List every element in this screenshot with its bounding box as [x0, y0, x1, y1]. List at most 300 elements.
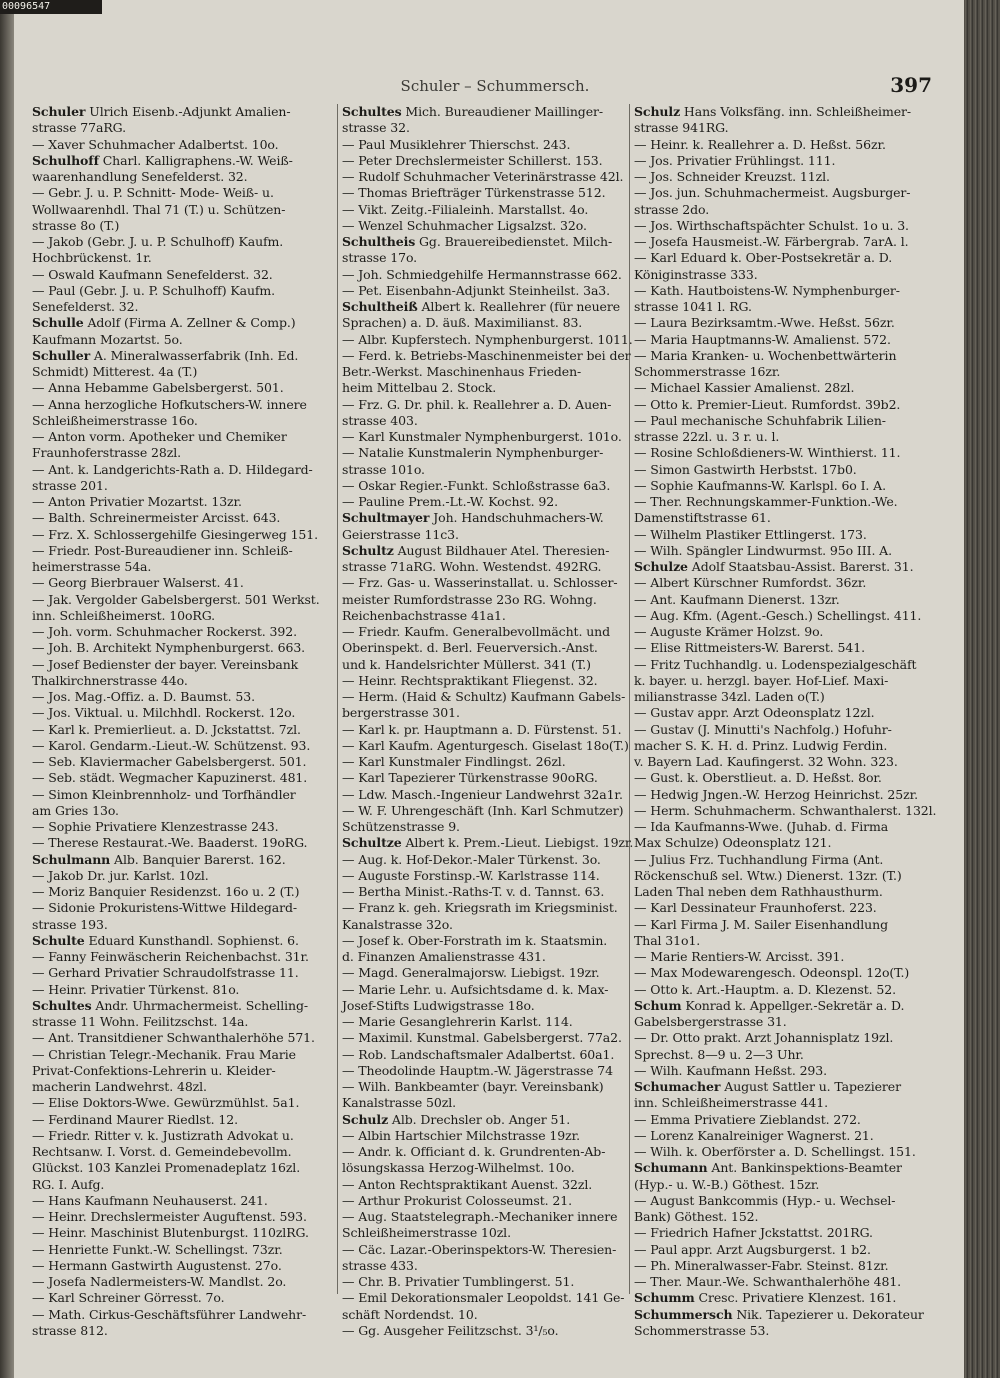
entry-text: — Ant. Transitdiener Schwanthalerhöhe 571.: [32, 1030, 315, 1046]
directory-entry-line: [32, 1030, 334, 1046]
entry-text: — Jakob (Gebr. J. u. P. Schulhoff) Kaufm.: [32, 234, 284, 249]
directory-entry-line: [342, 299, 626, 315]
directory-entry-line: [32, 803, 334, 819]
entry-text: Josef-Stifts Ludwigstrasse 18o.: [342, 997, 535, 1013]
directory-entry-line: [32, 462, 334, 478]
entry-text: — Heinr. Rechtspraktikant Fliegenst. 32.: [342, 672, 598, 688]
entry-text: — Ferdinand Maurer Riedlst. 12.: [32, 1111, 238, 1127]
directory-entry-line: [32, 917, 334, 933]
directory-entry-line: [32, 1193, 334, 1209]
entry-text: — Karl Kunstmaler Nymphenburgerst. 101o.: [342, 429, 622, 444]
entry-text: Andr. Uhrmachermeist. Schelling-: [91, 997, 309, 1013]
directory-entry-line: [634, 1095, 928, 1111]
entry-text: lösungskassa Herzog-Wilhelmst. 10o.: [342, 1160, 575, 1176]
directory-entry-line: [634, 608, 928, 624]
directory-entry-line: [32, 965, 334, 981]
directory-entry-line: [32, 1014, 334, 1030]
directory-entry-line: [634, 754, 928, 770]
directory-entry-line: [32, 1144, 334, 1160]
entry-text: — Ther. Maur.-We. Schwanthalerhöhe 481.: [634, 1274, 902, 1289]
entry-text: — Peter Drechslermeister Schillerst. 153.: [342, 152, 603, 168]
entry-text: — Karol. Gendarm.-Lieut.-W. Schützenst. 93.: [32, 737, 311, 753]
entry-text: — Kath. Hautboistens-W. Nymphenburger-: [634, 282, 900, 298]
directory-entry-line: [32, 364, 334, 380]
entry-text: — Auguste Krämer Holzst. 9o.: [634, 624, 824, 639]
directory-entry-line: [32, 689, 334, 705]
directory-entry-line: [634, 819, 928, 835]
surname-heading: Schulte: [32, 932, 85, 948]
directory-entry-line: [634, 120, 928, 136]
entry-text: — Jos. Mag.-Offiz. a. D. Baumst. 53.: [32, 689, 255, 704]
directory-entry-line: [634, 494, 928, 510]
entry-text: Schmidt) Mitterest. 4a (T.): [32, 364, 198, 379]
surname-heading: Schumacher: [634, 1079, 721, 1094]
entry-text: — Ldw. Masch.-Ingenieur Landwehrst 32a1r.: [342, 786, 623, 802]
directory-entry-line: [32, 1274, 334, 1290]
directory-entry-line: [32, 234, 334, 250]
directory-entry-line: [634, 770, 928, 786]
directory-entry-line: [634, 315, 928, 331]
entry-text: — Jos. Privatier Frühlingst. 111.: [634, 152, 836, 168]
directory-entry-line: [634, 153, 928, 169]
directory-entry-line: [634, 267, 928, 283]
directory-entry-line: [634, 1177, 928, 1193]
entry-text: — August Bankcommis (Hyp.- u. Wechsel-: [634, 1192, 896, 1208]
entry-text: bergerstrasse 301.: [342, 705, 460, 721]
directory-entry-line: [32, 592, 334, 608]
directory-entry-line: [342, 965, 626, 981]
archive-stamp: 00096547: [0, 0, 102, 14]
directory-entry-line: [634, 250, 928, 266]
directory-entry-line: [342, 933, 626, 949]
directory-entry-line: [342, 1323, 626, 1339]
directory-entry-line: [634, 640, 928, 656]
entry-text: Fraunhoferstrasse 28zl.: [32, 445, 182, 461]
directory-entry-line: [342, 835, 634, 851]
directory-entry-line: [32, 673, 334, 689]
directory-entry-line: [634, 1030, 928, 1046]
entry-text: — Dr. Otto prakt. Arzt Johannisplatz 19zl.: [634, 1030, 894, 1046]
directory-entry-line: [342, 169, 626, 185]
directory-entry-line: [32, 868, 334, 884]
directory-entry-line: [32, 1047, 334, 1063]
entry-text: Gg. Brauereibedienstet. Milch-: [415, 234, 613, 249]
directory-entry-line: [634, 802, 937, 819]
entry-text: — Lorenz Kanalreiniger Wagnerst. 21.: [634, 1127, 874, 1143]
directory-entry-line: [634, 982, 928, 998]
entry-text: — Moriz Banquier Residenzst. 16o u. 2 (T.): [32, 884, 300, 899]
directory-entry-line: [32, 185, 334, 201]
directory-entry-line: [32, 1225, 334, 1241]
entry-text: — Heinr. Privatier Türkenst. 81o.: [32, 981, 240, 997]
entry-text: — Math. Cirkus-Geschäftsführer Landwehr-: [32, 1306, 307, 1322]
directory-entry-line: [342, 819, 626, 835]
entry-text: — Franz k. geh. Kriegsrath im Kriegsminist.: [342, 900, 618, 916]
entry-text: — Karl Tapezierer Türkenstrasse 90oRG.: [342, 770, 598, 786]
directory-entry-line: [32, 884, 334, 900]
entry-text: strasse 201.: [32, 477, 108, 493]
directory-entry-line: [342, 185, 626, 201]
entry-text: macher S. K. H. d. Prinz. Ludwig Ferdin.: [634, 737, 888, 753]
entry-text: Cresc. Privatiere Klenzest. 161.: [694, 1290, 897, 1306]
entry-text: — Hans Kaufmann Neuhauserst. 241.: [32, 1192, 268, 1208]
entry-text: Bank) Göthest. 152.: [634, 1209, 759, 1224]
entry-text: — Magd. Generalmajorsw. Liebigst. 19zr.: [342, 965, 600, 981]
directory-entry-line: [32, 104, 334, 120]
directory-entry-line: [342, 478, 626, 494]
directory-entry-line: [32, 559, 334, 575]
directory-entry-line: [342, 494, 626, 510]
entry-text: — Herm. Schuhmacherm. Schwanthalerst. 132l.: [634, 802, 937, 818]
directory-entry-line: [342, 868, 626, 884]
entry-text: — Josef Bedienster der bayer. Vereinsbank: [32, 656, 299, 672]
directory-entry-line: [342, 917, 626, 933]
directory-entry-line: [342, 689, 626, 705]
entry-text: — Albert Kürschner Rumfordst. 36zr.: [634, 575, 867, 591]
entry-text: — Gustav appr. Arzt Odeonsplatz 12zl.: [634, 705, 875, 721]
entry-text: — Wilh. Bankbeamter (bayr. Vereinsbank): [342, 1079, 604, 1094]
entry-text: — Max Modewarengesch. Odeonspl. 12o(T.): [634, 965, 910, 981]
entry-text: A. Mineralwasserfabrik (Inh. Ed.: [90, 347, 299, 363]
column-divider: [629, 104, 630, 1294]
directory-entry-line: [32, 624, 334, 640]
entry-text: Eduard Kunsthandl. Sophienst. 6.: [84, 932, 299, 948]
entry-text: — Josef k. Ober-Forstrath im k. Staatsmin.: [342, 932, 608, 948]
directory-entry-line: [634, 332, 928, 348]
entry-text: — Otto k. Art.-Hauptm. a. D. Klezenst. 52.: [634, 981, 896, 997]
directory-entry-line: [342, 1274, 626, 1290]
directory-entry-line: [634, 1307, 928, 1323]
entry-text: Ant. Bankinspektions-Beamter: [707, 1160, 902, 1176]
directory-entry-line: [634, 299, 928, 315]
entry-text: — Friedr. Kaufm. Generalbevollmächt. und: [342, 624, 611, 639]
directory-entry-line: [32, 1128, 334, 1144]
entry-text: macherin Landwehrst. 48zl.: [32, 1079, 207, 1094]
directory-entry-line: [634, 137, 928, 153]
directory-entry-line: [32, 1063, 334, 1079]
directory-entry-line: [32, 202, 334, 218]
directory-entry-line: [32, 527, 334, 543]
column-divider: [337, 104, 338, 1294]
entry-text: strasse 193.: [32, 916, 108, 932]
surname-heading: Schultes: [32, 997, 92, 1013]
entry-text: — Seb. städt. Wegmacher Kapuzinerst. 481.: [32, 770, 308, 786]
directory-entry-line: [634, 835, 928, 851]
directory-entry-line: [634, 1274, 928, 1290]
entry-text: — Ferd. k. Betriebs-Maschinenmeister bei der: [342, 347, 631, 363]
directory-entry-line: [634, 234, 928, 250]
directory-entry-line: [342, 1014, 626, 1030]
entry-text: Adolf (Firma A. Zellner & Comp.): [83, 315, 296, 331]
directory-entry-line: [32, 445, 334, 461]
entry-text: — Henriette Funkt.-W. Schellingst. 73zr.: [32, 1241, 283, 1257]
entry-text: — Joh. B. Architekt Nymphenburgerst. 663.: [32, 640, 306, 656]
directory-entry-line: [32, 478, 334, 494]
directory-entry-line: [342, 900, 626, 916]
directory-entry-line: [342, 462, 626, 478]
directory-entry-line: [342, 283, 626, 299]
entry-text: Schommerstrasse 53.: [634, 1322, 770, 1338]
directory-entry-line: [32, 705, 334, 721]
directory-entry-line: [32, 852, 334, 868]
directory-entry-line: [32, 1112, 334, 1128]
entry-text: — Ph. Mineralwasser-Fabr. Steinst. 81zr.: [634, 1257, 889, 1273]
page-number: 397: [890, 73, 932, 97]
entry-text: strasse 403.: [342, 412, 418, 428]
directory-entry-line: [32, 250, 334, 266]
entry-text: — Seb. Klaviermacher Gabelsbergerst. 501.: [32, 754, 307, 769]
entry-text: strasse 812.: [32, 1322, 108, 1338]
directory-entry-line: [342, 998, 626, 1014]
directory-entry-line: [634, 1290, 928, 1306]
entry-text: — Heinr. Drechslermeister Auguftenst. 593.: [32, 1209, 307, 1224]
directory-entry-line: [634, 1112, 928, 1128]
directory-entry-line: [634, 1014, 928, 1030]
directory-entry-line: [342, 315, 626, 331]
entry-text: — Joh. vorm. Schuhmacher Rockerst. 392.: [32, 624, 297, 639]
entry-text: — Emil Dekorationsmaler Leopoldst. 141 Ge-: [342, 1290, 625, 1306]
entry-text: waarenhandlung Senefelderst. 32.: [32, 169, 248, 184]
directory-entry-line: [342, 380, 626, 396]
directory-entry-line: [634, 1160, 928, 1176]
directory-entry-line: [342, 592, 626, 608]
entry-text: und k. Handelsrichter Müllerst. 341 (T.): [342, 656, 591, 672]
entry-text: — Gg. Ausgeher Feilitzschst. 3¹/₅o.: [342, 1322, 559, 1338]
surname-heading: Schumm: [634, 1290, 695, 1306]
directory-entry-line: [32, 348, 334, 364]
surname-heading: Schummersch: [634, 1306, 733, 1322]
directory-entry-line: [342, 1242, 626, 1258]
entry-text: — Gust. k. Oberstlieut. a. D. Heßst. 8or.: [634, 770, 882, 786]
directory-entry-line: [634, 1063, 928, 1079]
directory-entry-line: [342, 1209, 626, 1225]
directory-entry-line: [32, 510, 334, 526]
entry-text: — Paul mechanische Schuhfabrik Lilien-: [634, 412, 886, 428]
directory-entry-line: [32, 722, 334, 738]
directory-entry-line: [634, 917, 928, 933]
entry-text: heimerstrasse 54a.: [32, 559, 152, 574]
directory-entry-line: [634, 933, 928, 949]
directory-entry-line: [342, 770, 626, 786]
entry-text: — Karl k. pr. Hauptmann a. D. Fürstenst. 51.: [342, 721, 622, 737]
directory-entry-line: [342, 234, 626, 250]
entry-text: — Maria Hauptmanns-W. Amalienst. 572.: [634, 331, 891, 347]
directory-entry-line: [634, 1144, 928, 1160]
directory-entry-line: [32, 819, 334, 835]
directory-entry-line: [342, 1128, 626, 1144]
entry-text: — Oskar Regier.-Funkt. Schloßstrasse 6a3.: [342, 477, 611, 493]
entry-text: — Christian Telegr.-Mechanik. Frau Marie: [32, 1046, 296, 1062]
directory-entry-line: [32, 640, 334, 656]
directory-entry-line: [634, 559, 928, 575]
entry-text: — Anton Rechtspraktikant Auenst. 32zl.: [342, 1176, 593, 1192]
directory-entry-line: [342, 413, 626, 429]
directory-entry-line: [634, 478, 928, 494]
directory-entry-line: [342, 1177, 626, 1193]
directory-entry-line: [342, 982, 626, 998]
entry-text: k. bayer. u. herzgl. bayer. Hof-Lief. Maxi-: [634, 672, 889, 688]
entry-text: — Elise Rittmeisters-W. Barerst. 541.: [634, 640, 865, 656]
directory-entry-line: [634, 543, 928, 559]
directory-entry-line: [342, 1112, 626, 1128]
directory-entry-line: [342, 624, 626, 640]
directory-entry-line: [342, 1225, 626, 1241]
entry-text: — Maria Kranken- u. Wochenbettwärterin: [634, 347, 897, 363]
entry-text: Rechtsanw. I. Vorst. d. Gemeindebevollm.: [32, 1144, 292, 1159]
directory-entry-line: [342, 575, 626, 591]
entry-text: — Bertha Minist.-Raths-T. v. d. Tannst. 63.: [342, 884, 605, 899]
entry-text: — Wilh. Spängler Lindwurmst. 95o III. A.: [634, 542, 892, 558]
entry-text: — Paul Musiklehrer Thierschst. 243.: [342, 136, 571, 152]
surname-heading: Schultheis: [342, 234, 416, 249]
entry-text: — Heinr. Maschinist Blutenburgst. 110zlRG.: [32, 1225, 309, 1241]
surname-heading: Schulz: [634, 104, 681, 119]
entry-text: — Wenzel Schuhmacher Ligsalzst. 32o.: [342, 217, 587, 233]
page-left-edge: [0, 0, 14, 1378]
entry-text: Senefelderst. 32.: [32, 299, 139, 314]
directory-entry-line: [32, 1307, 334, 1323]
directory-entry-line: [32, 543, 334, 559]
entry-text: — Aug. Kfm. (Agent.-Gesch.) Schellingst. 411.: [634, 607, 922, 623]
directory-entry-line: [342, 608, 626, 624]
entry-text: — Elise Doktors-Wwe. Gewürzmühlst. 5a1.: [32, 1095, 300, 1111]
directory-entry-line: [32, 429, 334, 445]
entry-text: am Gries 13o.: [32, 802, 119, 818]
directory-entry-line: [32, 413, 334, 429]
directory-entry-line: [342, 1095, 626, 1111]
entry-text: heim Mittelbau 2. Stock.: [342, 380, 497, 396]
entry-text: — Emma Privatiere Zieblandst. 272.: [634, 1111, 861, 1127]
directory-entry-line: [32, 754, 334, 770]
surname-heading: Schulz: [342, 1111, 389, 1127]
entry-text: — Julius Frz. Tuchhandlung Firma (Ant.: [634, 851, 884, 867]
entry-text: strasse 941RG.: [634, 120, 729, 136]
directory-entry-line: [32, 397, 334, 413]
directory-entry-line: [342, 347, 631, 364]
directory-entry-line: [634, 1079, 928, 1095]
directory-entry-line: [634, 900, 928, 916]
entry-text: — Paul (Gebr. J. u. P. Schulhoff) Kaufm.: [32, 282, 276, 298]
directory-column-1: [32, 104, 334, 1338]
entry-text: Gabelsbergerstrasse 31.: [634, 1014, 787, 1029]
entry-text: (Hyp.- u. W.-B.) Göthest. 15zr.: [634, 1176, 820, 1192]
entry-text: — Heinr. k. Reallehrer a. D. Heßst. 56zr.: [634, 136, 886, 152]
entry-text: — Marie Rentiers-W. Arcisst. 391.: [634, 949, 845, 964]
entry-text: Kanalstrasse 50zl.: [342, 1095, 457, 1111]
directory-entry-line: [32, 1323, 334, 1339]
directory-entry-line: [32, 120, 334, 136]
entry-text: Kanalstrasse 32o.: [342, 916, 453, 932]
entry-text: Hochbrückenst. 1r.: [32, 250, 152, 266]
entry-text: strasse 2do.: [634, 201, 710, 217]
entry-text: — Pet. Eisenbahn-Adjunkt Steinheilst. 3a3.: [342, 282, 611, 298]
entry-text: — Natalie Kunstmalerin Nymphenburger-: [342, 445, 604, 461]
entry-text: Sprachen) a. D. äuß. Maximilianst. 83.: [342, 315, 583, 331]
entry-text: — Maximil. Kunstmal. Gabelsbergerst. 77a2.: [342, 1030, 622, 1046]
directory-entry-line: [32, 299, 334, 315]
entry-text: RG. I. Aufg.: [32, 1176, 105, 1192]
surname-heading: Schulze: [634, 559, 688, 574]
entry-text: — Herm. (Haid & Schultz) Kaufmann Gabels-: [342, 689, 626, 704]
entry-text: — Thomas Briefträger Türkenstrasse 512.: [342, 185, 606, 201]
entry-text: — Michael Kassier Amalienst. 28zl.: [634, 380, 855, 396]
entry-text: — Marie Lehr. u. Aufsichtsdame d. k. Max-: [342, 981, 609, 997]
directory-entry-line: [342, 1144, 626, 1160]
directory-entry-line: [342, 137, 626, 153]
directory-entry-line: [342, 1079, 626, 1095]
directory-entry-line: [342, 1307, 626, 1323]
directory-entry-line: [634, 1323, 928, 1339]
entry-text: — Fritz Tuchhandlg. u. Lodenspezialgeschäft: [634, 656, 917, 672]
surname-heading: Schum: [634, 997, 682, 1013]
directory-entry-line: [342, 754, 626, 770]
directory-entry-line: [32, 283, 334, 299]
directory-entry-line: [342, 640, 626, 656]
directory-entry-line: [342, 153, 626, 169]
directory-entry-line: [32, 315, 334, 331]
surname-heading: Schultmayer: [342, 510, 430, 526]
surname-heading: Schultz: [342, 542, 394, 558]
directory-entry-line: [342, 1160, 626, 1176]
entry-text: Mich. Bureaudiener Maillinger-: [401, 104, 603, 119]
entry-text: — Wilh. k. Oberförster a. D. Schellingst. 151.: [634, 1144, 916, 1159]
directory-entry-line: [32, 494, 334, 510]
directory-entry-line: [634, 462, 928, 478]
entry-text: strasse 77aRG.: [32, 120, 126, 136]
directory-entry-line: [342, 803, 626, 819]
directory-entry-line: [342, 1030, 626, 1046]
entry-text: strasse 32.: [342, 120, 410, 136]
entry-text: Röckenschuß sel. Wtw.) Dienerst. 13zr. (T.): [634, 867, 902, 883]
directory-entry-line: [32, 153, 334, 169]
entry-text: — Theodolinde Hauptm.-W. Jägerstrasse 74: [342, 1062, 613, 1078]
entry-text: d. Finanzen Amalienstrasse 431.: [342, 949, 546, 964]
entry-text: — Otto k. Premier-Lieut. Rumfordst. 39b2.: [634, 396, 901, 412]
entry-text: — Frz. Gas- u. Wasserinstallat. u. Schlosser-: [342, 575, 618, 591]
directory-entry-line: [342, 331, 633, 348]
directory-entry-line: [342, 949, 626, 965]
entry-text: Königinstrasse 333.: [634, 266, 758, 282]
book-spine-edge: [964, 0, 1000, 1378]
directory-entry-line: [634, 348, 928, 364]
directory-entry-line: [342, 852, 626, 868]
entry-text: — Andr. k. Officiant d. k. Grundrenten-Ab-: [342, 1144, 606, 1159]
directory-entry-line: [634, 592, 928, 608]
directory-entry-line: [634, 185, 928, 201]
directory-entry-line: [32, 380, 334, 396]
entry-text: Geierstrasse 11c3.: [342, 526, 459, 542]
entry-text: — Auguste Forstinsp.-W. Karlstrasse 114.: [342, 867, 600, 883]
entry-text: Wollwaarenhdl. Thal 71 (T.) u. Schützen-: [32, 201, 286, 217]
entry-text: Thalkirchnerstrasse 44o.: [32, 672, 188, 688]
entry-text: — Josefa Hausmeist.-W. Färbergrab. 7arA. l.: [634, 234, 909, 249]
entry-text: — Sophie Privatiere Klenzestrasse 243.: [32, 819, 279, 834]
directory-entry-line: [32, 982, 334, 998]
directory-entry-line: [342, 218, 626, 234]
directory-entry-line: [32, 738, 334, 754]
entry-text: strasse 101o.: [342, 461, 425, 477]
entry-text: Joh. Handschuhmachers-W.: [429, 510, 604, 526]
entry-text: v. Bayern Lad. Kaufingerst. 32 Wohn. 323.: [634, 754, 898, 769]
directory-entry-line: [342, 1063, 626, 1079]
entry-text: — Josefa Nadlermeisters-W. Mandlst. 2o.: [32, 1274, 287, 1289]
entry-text: — Cäc. Lazar.-Oberinspektors-W. Theresien-: [342, 1241, 617, 1257]
entry-text: Albert k. Prem.-Lieut. Liebigst. 19zr.: [401, 835, 634, 851]
entry-text: — Arthur Prokurist Colosseumst. 21.: [342, 1192, 572, 1208]
entry-text: August Sattler u. Tapezierer: [720, 1079, 901, 1094]
entry-text: Betr.-Werkst. Maschinenhaus Frieden-: [342, 364, 582, 379]
entry-text: — Wilh. Kaufmann Heßst. 293.: [634, 1062, 828, 1078]
